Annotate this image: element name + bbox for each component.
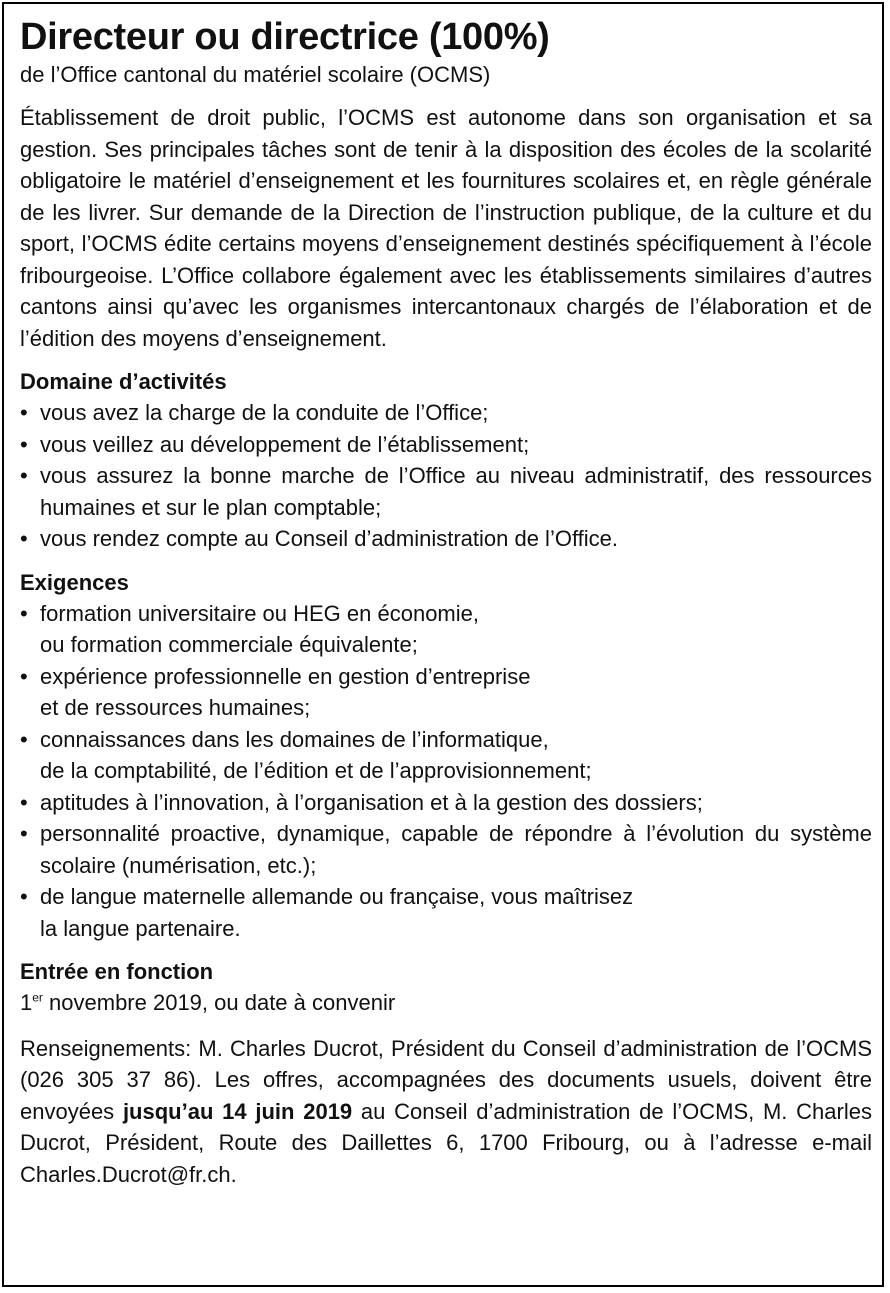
- application-deadline: jusqu’au 14 juin 2019: [122, 1098, 353, 1124]
- job-ad-content: [20, 14, 872, 1190]
- start-heading: Entrée en fonction: [20, 959, 214, 984]
- activity-item: • vous rendez compte au Conseil d’administration de l’Office.: [20, 526, 619, 551]
- intro-paragraph: Établissement de droit public, l’OCMS est autonome dans son organisation et sa gestion. Ses principales tâches sont de tenir à la disposition des écoles de la scolarité obligatoire le matériel d’enseignement et les fournitures scolaires et, en règle générale de les livrer. Sur demande de la Direction de l’instruction publique, de la culture et du sport, l’OCMS édite certains moyens d’enseignement destinés spécifiquement à l’école fribourgeoise. L’Office collabore également avec les établissements similaires d’autres cantons ainsi qu’avec les organismes intercantonaux chargés de l’élaboration et de l’édition des moyens d’enseignement.: [20, 105, 872, 351]
- requirement-item: • expérience professionnelle en gestion d’entreprise et de ressources humaines;: [20, 663, 531, 720]
- requirement-item: • connaissances dans les domaines de l’informatique, de la comptabilité, de l’édition et de l’approvisionnement;: [20, 726, 592, 783]
- requirement-item: • formation universitaire ou HEG en économie, ou formation commerciale équivalente;: [20, 600, 479, 657]
- activity-item: • vous veillez au développement de l’établissement;: [20, 431, 530, 457]
- start-date: 1er novembre 2019, ou date à convenir: [20, 990, 396, 1015]
- activity-item: • vous assurez la bonne marche de l’Office au niveau administratif, des ressources humaines et sur le plan comptable;: [20, 463, 872, 520]
- job-ad-frame: [2, 2, 884, 1287]
- contact-paragraph: Renseignements: M. Charles Ducrot, Président du Conseil d’administration de l’OCMS (026 305 37 86). Les offres, accompagnées des documents usuels, doivent être envoyées jusqu’au 14 juin 2019 au Conseil d’administration de l’OCMS, M. Charles Ducrot, Président, Route des Daillettes 6, 1700 Fribourg, ou à l’adresse e-mail Charles.Ducrot@fr.ch.: [20, 1035, 872, 1187]
- requirement-item: • aptitudes à l’innovation, à l’organisation et à la gestion des dossiers;: [20, 789, 703, 815]
- requirement-item: • personnalité proactive, dynamique, capable de répondre à l’évolution du système scolaire (numérisation, etc.);: [20, 821, 872, 878]
- requirement-item: • de langue maternelle allemande ou française, vous maîtrisez la langue partenaire.: [20, 884, 634, 941]
- activities-heading: Domaine d’activités: [20, 369, 227, 394]
- requirements-heading: Exigences: [20, 569, 129, 595]
- activities-list: [20, 397, 872, 555]
- activity-item: • vous avez la charge de la conduite de l’Office;: [20, 400, 489, 425]
- job-title: Directeur ou directrice (100%): [20, 16, 550, 58]
- requirements-list: [20, 598, 872, 945]
- job-subtitle: de l’Office cantonal du matériel scolaire (OCMS): [20, 62, 491, 87]
